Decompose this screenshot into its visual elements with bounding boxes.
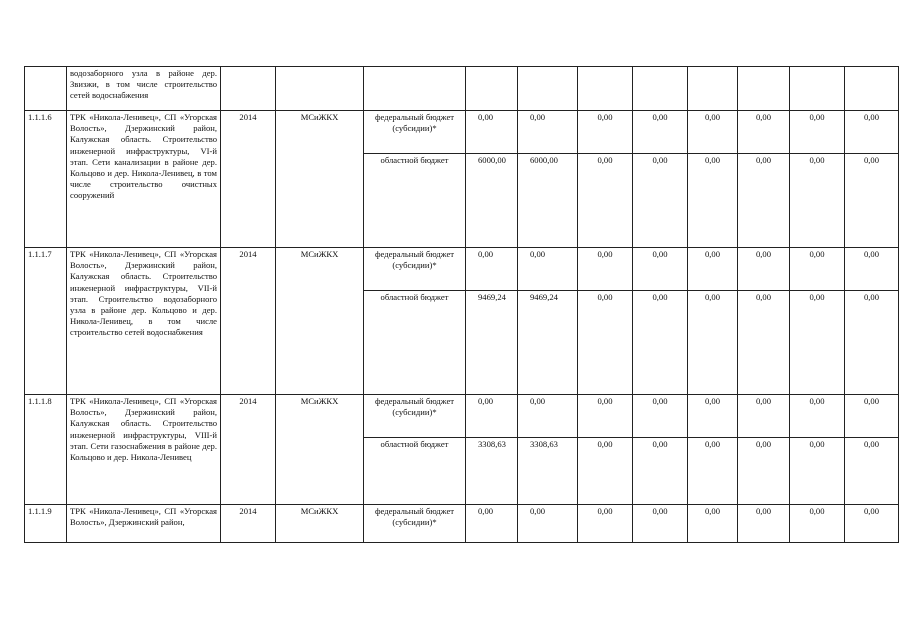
description-cell: водозаборного узла в районе дер. Звизжи, в том числе строительство сетей водоснабжения (67, 67, 221, 111)
row-number-cell: 1.1.1.9 (25, 505, 67, 543)
table-row-continuation (25, 67, 899, 111)
amount-cell: 0,00 (790, 395, 845, 438)
description-cell: ТРК «Никола-Ленивец», СП «Угорская Волость», Дзержинский район, Калужская область. Строительство инженерной инфраструктуры, VI-й этап. Сети канализации в районе дер. Кольцово и дер. Никола-Ленивец, в том числе строительство очистных сооружений (67, 111, 221, 248)
amount-cell: 0,00 (790, 111, 845, 154)
year-cell: 2014 (221, 111, 276, 248)
amount-cell: 6000,00 (466, 154, 518, 248)
amount-cell: 0,00 (633, 248, 688, 291)
funding-source-cell: федеральный бюджет (субсидии)* (364, 395, 466, 438)
amount-cell: 0,00 (688, 395, 738, 438)
amount-cell: 0,00 (738, 291, 790, 395)
amount-cell: 0,00 (466, 395, 518, 438)
executor-cell: МСиЖКХ (276, 505, 364, 543)
empty-cell (633, 67, 688, 111)
funding-source-cell: областной бюджет (364, 438, 466, 505)
amount-cell: 0,00 (845, 248, 899, 291)
funding-source-cell: федеральный бюджет (субсидии)* (364, 505, 466, 543)
amount-cell: 0,00 (633, 395, 688, 438)
table-row (25, 395, 899, 438)
empty-cell (845, 67, 899, 111)
empty-cell (578, 67, 633, 111)
row-number-cell: 1.1.1.8 (25, 395, 67, 505)
amount-cell: 0,00 (845, 154, 899, 248)
empty-cell (466, 67, 518, 111)
amount-cell: 0,00 (845, 395, 899, 438)
amount-cell: 9469,24 (518, 291, 578, 395)
table-row (25, 505, 899, 543)
row-number-cell (25, 67, 67, 111)
description-cell: ТРК «Никола-Ленивец», СП «Угорская Волость», Дзержинский район, Калужская область. Строительство инженерной инфраструктуры, VII-й этап. Строительство водозаборного узла в районе дер. Кольцово и дер. Никола-Ленивец, в том числе строительство сетей водоснабжения (67, 248, 221, 395)
amount-cell: 0,00 (790, 248, 845, 291)
amount-cell: 0,00 (518, 395, 578, 438)
amount-cell: 0,00 (578, 291, 633, 395)
amount-cell: 0,00 (790, 505, 845, 543)
empty-cell (518, 67, 578, 111)
amount-cell: 3308,63 (518, 438, 578, 505)
amount-cell: 0,00 (466, 248, 518, 291)
empty-cell (276, 67, 364, 111)
amount-cell: 0,00 (633, 154, 688, 248)
description-cell: ТРК «Никола-Ленивец», СП «Угорская Волость», Дзержинский район, Калужская область. Строительство инженерной инфраструктуры, VIII-й этап. Сети газоснабжения в районе дер. Кольцово и дер. Никола-Ленивец (67, 395, 221, 505)
table-row (25, 111, 899, 154)
amount-cell: 0,00 (688, 248, 738, 291)
funding-source-cell: областной бюджет (364, 291, 466, 395)
amount-cell: 0,00 (466, 111, 518, 154)
amount-cell: 0,00 (578, 438, 633, 505)
amount-cell: 0,00 (738, 111, 790, 154)
amount-cell: 0,00 (633, 438, 688, 505)
amount-cell: 0,00 (688, 154, 738, 248)
empty-cell (221, 67, 276, 111)
amount-cell: 0,00 (845, 438, 899, 505)
amount-cell: 0,00 (578, 154, 633, 248)
amount-cell: 0,00 (738, 395, 790, 438)
amount-cell: 0,00 (578, 248, 633, 291)
amount-cell: 0,00 (578, 505, 633, 543)
funding-source-cell: федеральный бюджет (субсидии)* (364, 248, 466, 291)
amount-cell: 0,00 (845, 111, 899, 154)
row-number-cell: 1.1.1.7 (25, 248, 67, 395)
amount-cell: 9469,24 (466, 291, 518, 395)
table-row (25, 248, 899, 291)
year-cell: 2014 (221, 395, 276, 505)
amount-cell: 0,00 (738, 248, 790, 291)
amount-cell: 0,00 (518, 505, 578, 543)
empty-cell (364, 67, 466, 111)
amount-cell: 0,00 (738, 438, 790, 505)
amount-cell: 0,00 (633, 291, 688, 395)
amount-cell: 6000,00 (518, 154, 578, 248)
amount-cell: 0,00 (845, 291, 899, 395)
funding-source-cell: федеральный бюджет (субсидии)* (364, 111, 466, 154)
budget-table (24, 66, 899, 543)
executor-cell: МСиЖКХ (276, 248, 364, 395)
amount-cell: 0,00 (790, 291, 845, 395)
executor-cell: МСиЖКХ (276, 395, 364, 505)
empty-cell (790, 67, 845, 111)
amount-cell: 0,00 (578, 111, 633, 154)
amount-cell: 0,00 (466, 505, 518, 543)
table-body (25, 67, 899, 543)
amount-cell: 0,00 (578, 395, 633, 438)
amount-cell: 3308,63 (466, 438, 518, 505)
amount-cell: 0,00 (633, 111, 688, 154)
amount-cell: 0,00 (738, 505, 790, 543)
description-cell: ТРК «Никола-Ленивец», СП «Угорская Волость», Дзержинский район, (67, 505, 221, 543)
amount-cell: 0,00 (790, 154, 845, 248)
amount-cell: 0,00 (688, 111, 738, 154)
amount-cell: 0,00 (790, 438, 845, 505)
amount-cell: 0,00 (518, 111, 578, 154)
amount-cell: 0,00 (688, 438, 738, 505)
year-cell: 2014 (221, 248, 276, 395)
amount-cell: 0,00 (633, 505, 688, 543)
funding-source-cell: областной бюджет (364, 154, 466, 248)
amount-cell: 0,00 (738, 154, 790, 248)
amount-cell: 0,00 (688, 291, 738, 395)
executor-cell: МСиЖКХ (276, 111, 364, 248)
amount-cell: 0,00 (688, 505, 738, 543)
amount-cell: 0,00 (518, 248, 578, 291)
amount-cell: 0,00 (845, 505, 899, 543)
year-cell: 2014 (221, 505, 276, 543)
empty-cell (688, 67, 738, 111)
empty-cell (738, 67, 790, 111)
row-number-cell: 1.1.1.6 (25, 111, 67, 248)
